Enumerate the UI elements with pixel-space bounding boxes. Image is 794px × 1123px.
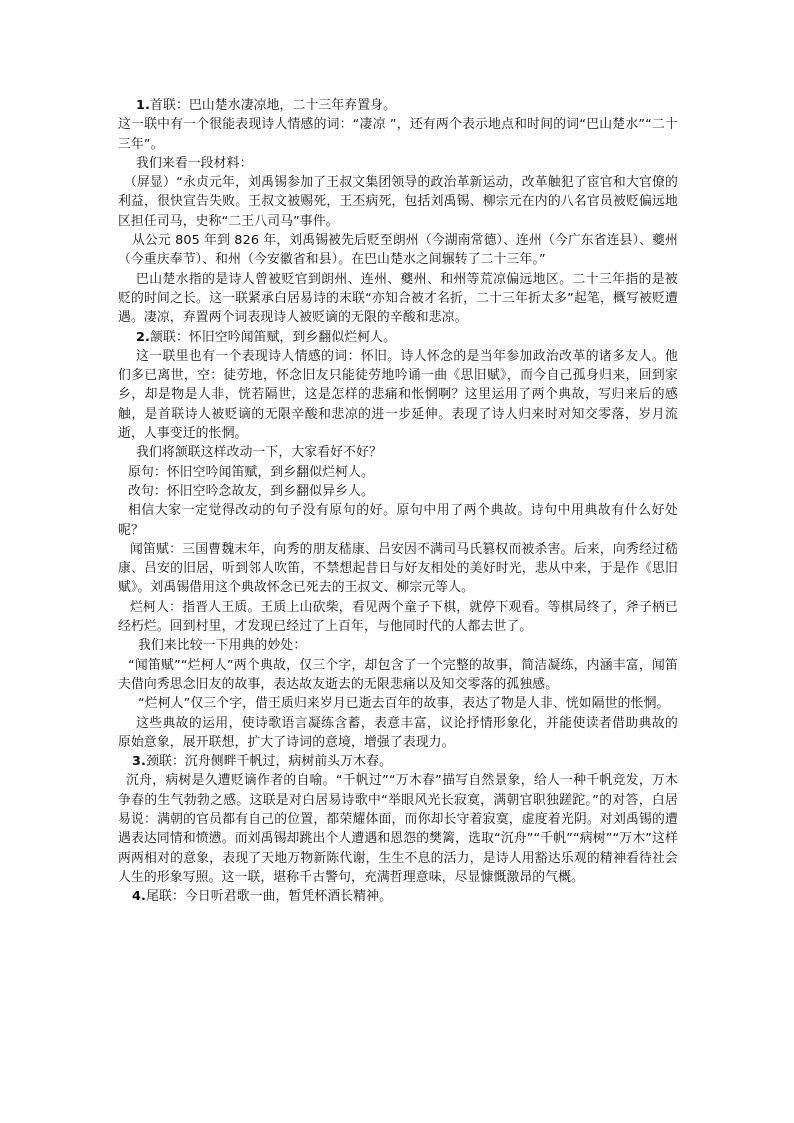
paragraph: 这些典故的运用，使诗歌语言凝练含蓄，表意丰富，议论抒情形象化，并能使读者借助典故的原始意象，展开联想，扩大了诗词的意境，增强了表现力。 [118, 715, 678, 750]
paragraph-heading-4 [118, 887, 678, 906]
heading-number: 1. [136, 98, 151, 113]
paragraph: 从公元 805 年到 826 年，刘禹锡被先后贬至朗州（今湖南常德）、连州（今广东省连县）、夔州（今重庆奉节）、和州（今安徽省和县）。在巴山楚水之间辗转了二十三年。” [118, 233, 678, 268]
paragraph: “闻笛赋”“烂柯人”两个典故，仅三个字，却包含了一个完整的故事，简洁凝练，内涵丰富，闻笛夫借向秀思念旧友的故事，表达故友逝去的无限悲痛以及知交零落的孤独感。 [118, 657, 678, 692]
paragraph: 沉舟，病树是久遭贬谪作者的自喻。“千帆过”“万木春”描写自然景象，给人一种千帆竞发，万木争春的生气勃勃之感。这联是对白居易诗歌中“举眼风光长寂寞，满朝官职独蹉跎。”的对答，白居易说：满朝的官员都有自己的位置，都荣耀体面，而你却长守着寂寞，虚度着光阴。对刘禹锡的遭遇表达同情和愤懑。而刘禹锡却跳出个人遭遇和恩怨的樊篱，选取“沉舟”“千帆”“病树”“万木”这样两两相对的意象，表现了天地万物新陈代谢，生生不息的活力，是诗人用豁达乐观的精神看待社会人生的形象写照。这一联，堪称千古警句，充满哲理意味，尽显慷慨激昂的气概。 [118, 773, 678, 885]
paragraph: 改句：怀旧空吟念故友，到乡翻似异乡人。 [128, 483, 374, 499]
document-page [118, 96, 678, 906]
paragraph: 我们来看一段材料： [136, 155, 253, 171]
paragraph-text: 尾联：今日听君歌一曲，暂凭杯酒长精神。 [146, 889, 393, 905]
paragraph: 这一联里也有一个表现诗人情感的词：怀旧。诗人怀念的是当年参加政治改革的诸多友人。他们多已离世，空：徒劳地，怀念旧友只能徒劳地吟诵一曲《思旧赋》，而今自己孤身归来，回到家乡，却是物是人非，恍若隔世，这是怎样的悲痛和怅惘啊？这里运用了两个典故，写归来后的感触，是首联诗人被贬谪的无限辛酸和悲凉的进一步延伸。表现了诗人归来时对知交零落，岁月流逝，人事变迁的怅惘。 [118, 348, 678, 442]
paragraph: 烂柯人：指晋人王质。王质上山砍柴，看见两个童子下棋，就停下观看。等棋局终了，斧子柄已经朽烂。回到村里，才发现已经过了上百年，与他同时代的人都去世了。 [118, 599, 678, 635]
paragraph: 原句：怀旧空吟闻笛赋，到乡翻似烂柯人。 [128, 464, 374, 480]
paragraph: （屏显）“永贞元年，刘禹锡参加了王叔文集团领导的政治革新运动，改革触犯了宦官和大官僚的利益，很快宣告失败。王叔文被赐死，王丕病死，包括刘禹锡、柳宗元在内的八名官员被贬偏远地区担任司马，史称“二王八司马”事件。 [118, 175, 678, 229]
paragraph: 相信大家一定觉得改动的句子没有原句的好。原句中用了两个典故。诗句中用典故有什么好处呢？ [118, 503, 678, 538]
paragraph-heading-3 [118, 752, 678, 771]
heading-number: 2. [136, 329, 151, 345]
paragraph: “烂柯人”仅三个字，借王质归来岁月已逝去百年的故事，表达了物是人非、恍如隔世的怅惘。 [138, 696, 670, 712]
paragraph: 闻笛赋：三国曹魏末年，向秀的朋友嵇康、吕安因不满司马氏篡权而被杀害。后来，向秀经过嵇康、吕安的旧居，听到邻人吹笛，不禁想起昔日与好友相处的美好时光，悲从中来，于是作《思旧赋》。刘禹锡借用这个典故怀念已死去的王叔文、柳宗元等人。 [118, 541, 678, 596]
paragraph-heading-1 [118, 96, 678, 115]
paragraph-text: 颈联：沉舟侧畔千帆过，病树前头万木春。 [146, 754, 393, 770]
paragraph-text: 首联：巴山楚水凄凉地，二十三年弃置身。 [150, 98, 397, 113]
paragraph-text: 颔联：怀旧空吟闻笛赋，到乡翻似烂柯人。 [150, 329, 397, 345]
paragraph: 这一联中有一个很能表现诗人情感的词：“凄凉 ”，还有两个表示地点和时间的词“巴山楚水”“二十三年”。 [118, 117, 678, 152]
paragraph: 我们将颔联这样改动一下，大家看好不好？ [136, 445, 382, 461]
paragraph-heading-2 [118, 328, 678, 347]
paragraph: 巴山楚水指的是诗人曾被贬官到朗州、连州、夔州、和州等荒凉偏远地区。二十三年指的是被贬的时间之长。这一联紧承白居易诗的末联“亦知合被才名折，二十三年折太多”起笔，概写被贬遭遇。凄凉，弃置两个词表现诗人被贬谪的无限的辛酸和悲凉。 [118, 271, 678, 326]
heading-number: 4. [132, 889, 147, 905]
heading-number: 3. [132, 754, 147, 770]
paragraph: 我们来比较一下用典的妙处： [138, 638, 307, 654]
